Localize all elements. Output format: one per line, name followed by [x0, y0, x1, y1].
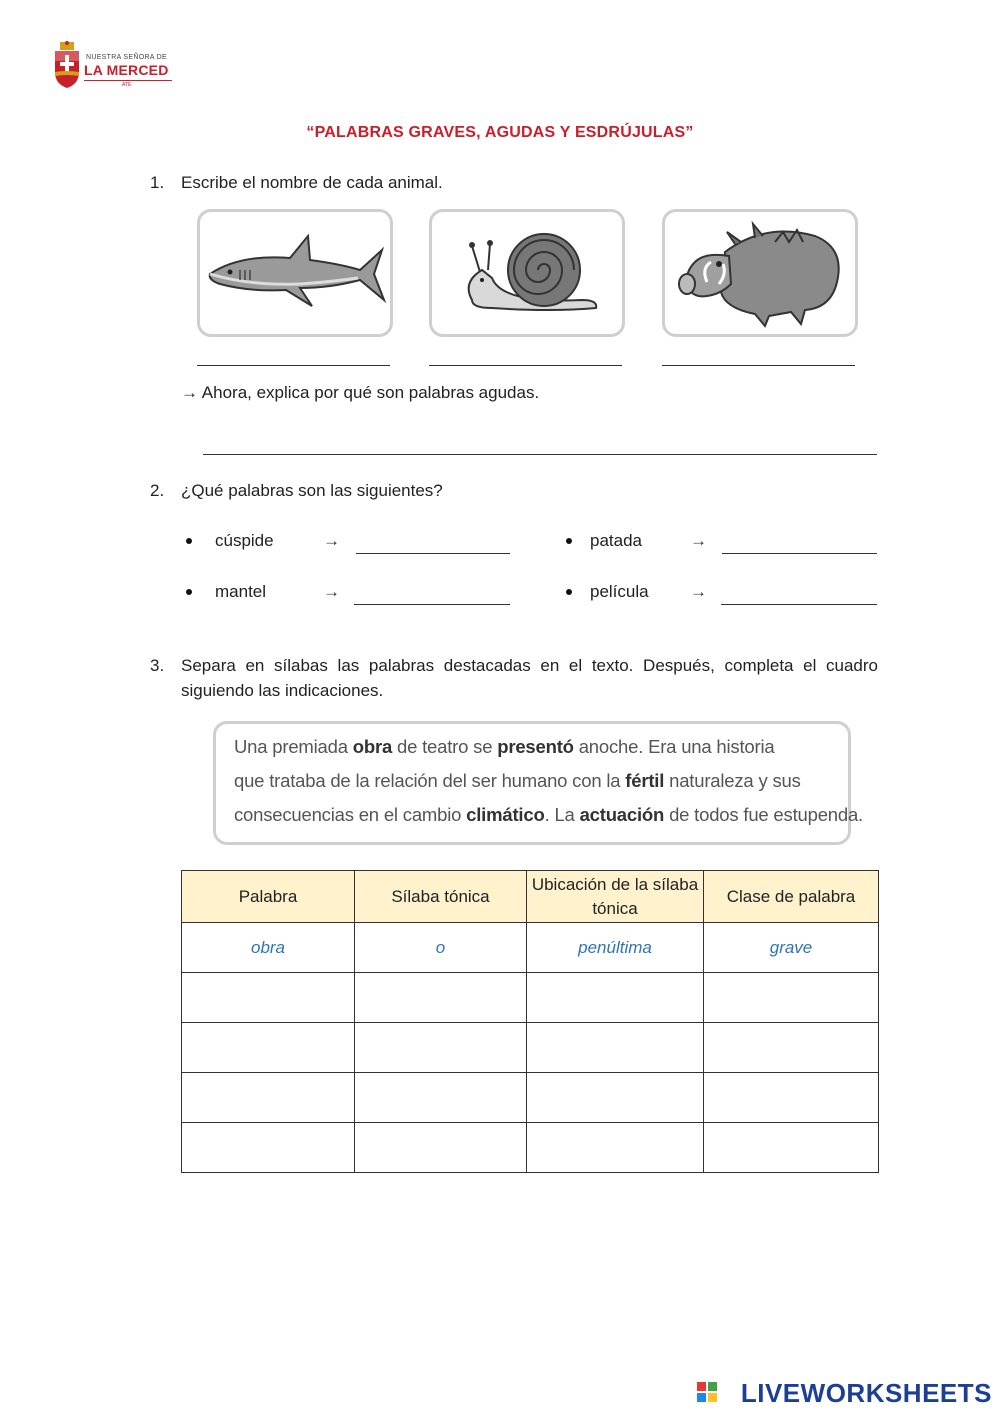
table-row: [182, 1123, 879, 1173]
boar-icon: [665, 212, 855, 334]
logo-square: [708, 1393, 717, 1402]
question-text-line2: siguiendo las indicaciones.: [181, 681, 384, 700]
table-header-row: [182, 871, 879, 923]
liveworksheets-brand[interactable]: LIVEWORKSHEETS: [740, 1378, 992, 1408]
passage-line-2: que trataba de la relación del ser humano con la fértil naturaleza y sus: [234, 770, 801, 791]
word-item: mantel: [215, 582, 267, 601]
logo-square: [697, 1393, 706, 1402]
shark-icon: [200, 212, 390, 334]
answer-line[interactable]: [722, 553, 877, 554]
bullet: [566, 589, 572, 595]
table-row: [182, 1073, 879, 1123]
arrow-icon: →: [323, 582, 340, 601]
arrow-icon: →: [323, 531, 340, 550]
logo-line1: NUESTRA SEÑORA DE: [86, 54, 167, 61]
logo-line2: LA MERCED: [84, 62, 169, 78]
answer-cell[interactable]: [355, 1023, 527, 1073]
answer-cell[interactable]: [704, 973, 879, 1023]
answer-line[interactable]: [354, 604, 510, 605]
animal-image-snail: [429, 209, 625, 337]
word-item: cúspide: [215, 531, 274, 550]
table-row: [182, 973, 879, 1023]
word-item: película: [590, 582, 649, 601]
bullet: [186, 589, 192, 595]
logo-square: [697, 1382, 706, 1391]
animal-image-boar: [662, 209, 858, 337]
table-row: [182, 1023, 879, 1073]
answer-cell[interactable]: [355, 1073, 527, 1123]
table-row-example: [182, 923, 879, 973]
example-cell: grave: [704, 923, 879, 973]
word-item: patada: [590, 531, 642, 550]
bullet: [566, 538, 572, 544]
question-number: 2.: [150, 481, 165, 500]
answer-line-boar[interactable]: [662, 365, 855, 366]
answer-cell[interactable]: [704, 1023, 879, 1073]
crest-icon: [52, 40, 82, 90]
answer-cell[interactable]: [182, 1123, 355, 1173]
answer-cell[interactable]: [527, 1073, 704, 1123]
logo-divider: [84, 80, 172, 81]
answer-line[interactable]: [356, 553, 510, 554]
followup-text: → Ahora, explica por qué son palabras agudas.: [181, 383, 540, 402]
answer-line-shark[interactable]: [197, 365, 390, 366]
page-title: “PALABRAS GRAVES, AGUDAS Y ESDRÚJULAS”: [306, 124, 694, 141]
answer-cell[interactable]: [704, 1123, 879, 1173]
question-text: Escribe el nombre de cada animal.: [181, 173, 443, 192]
question-number: 1.: [150, 173, 165, 192]
answer-line[interactable]: [721, 604, 877, 605]
answer-cell[interactable]: [527, 1023, 704, 1073]
answer-line-snail[interactable]: [429, 365, 622, 366]
answer-cell[interactable]: [182, 1023, 355, 1073]
example-cell: penúltima: [527, 923, 704, 973]
example-cell: o: [355, 923, 527, 973]
question-number: 3.: [150, 656, 165, 675]
bullet: [186, 538, 192, 544]
answer-cell[interactable]: [355, 973, 527, 1023]
logo-line3: ATE: [122, 82, 132, 88]
passage-line-1: Una premiada obra de teatro se presentó anoche. Era una historia: [234, 736, 775, 757]
answer-cell[interactable]: [527, 973, 704, 1023]
arrow-icon: →: [690, 582, 707, 601]
answer-cell[interactable]: [527, 1123, 704, 1173]
answer-cell[interactable]: [182, 973, 355, 1023]
answer-cell[interactable]: [355, 1123, 527, 1173]
logo-square: [708, 1382, 717, 1391]
passage-box: [213, 721, 863, 845]
snail-icon: [432, 212, 622, 334]
passage-line-3: consecuencias en el cambio climático. La actuación de todos fue estupenda.: [234, 804, 863, 825]
header-clase: Clase de palabra: [704, 871, 879, 923]
header-silaba-tonica: Sílaba tónica: [355, 871, 527, 923]
header-ubicacion: Ubicación de la sílaba tónica: [527, 871, 704, 923]
header-palabra: Palabra: [182, 871, 355, 923]
question-text-line1: Separa en sílabas las palabras destacadas en el texto. Después, completa el cuadro: [181, 656, 878, 675]
answer-cell[interactable]: [182, 1073, 355, 1123]
animal-image-shark: [197, 209, 393, 337]
liveworksheets-logo-icon: [697, 1382, 719, 1404]
arrow-icon: →: [690, 531, 707, 550]
answer-cell[interactable]: [704, 1073, 879, 1123]
answer-table: [181, 870, 879, 1173]
question-text: ¿Qué palabras son las siguientes?: [181, 481, 443, 500]
answer-line-explanation[interactable]: [203, 454, 877, 455]
example-cell: obra: [182, 923, 355, 973]
